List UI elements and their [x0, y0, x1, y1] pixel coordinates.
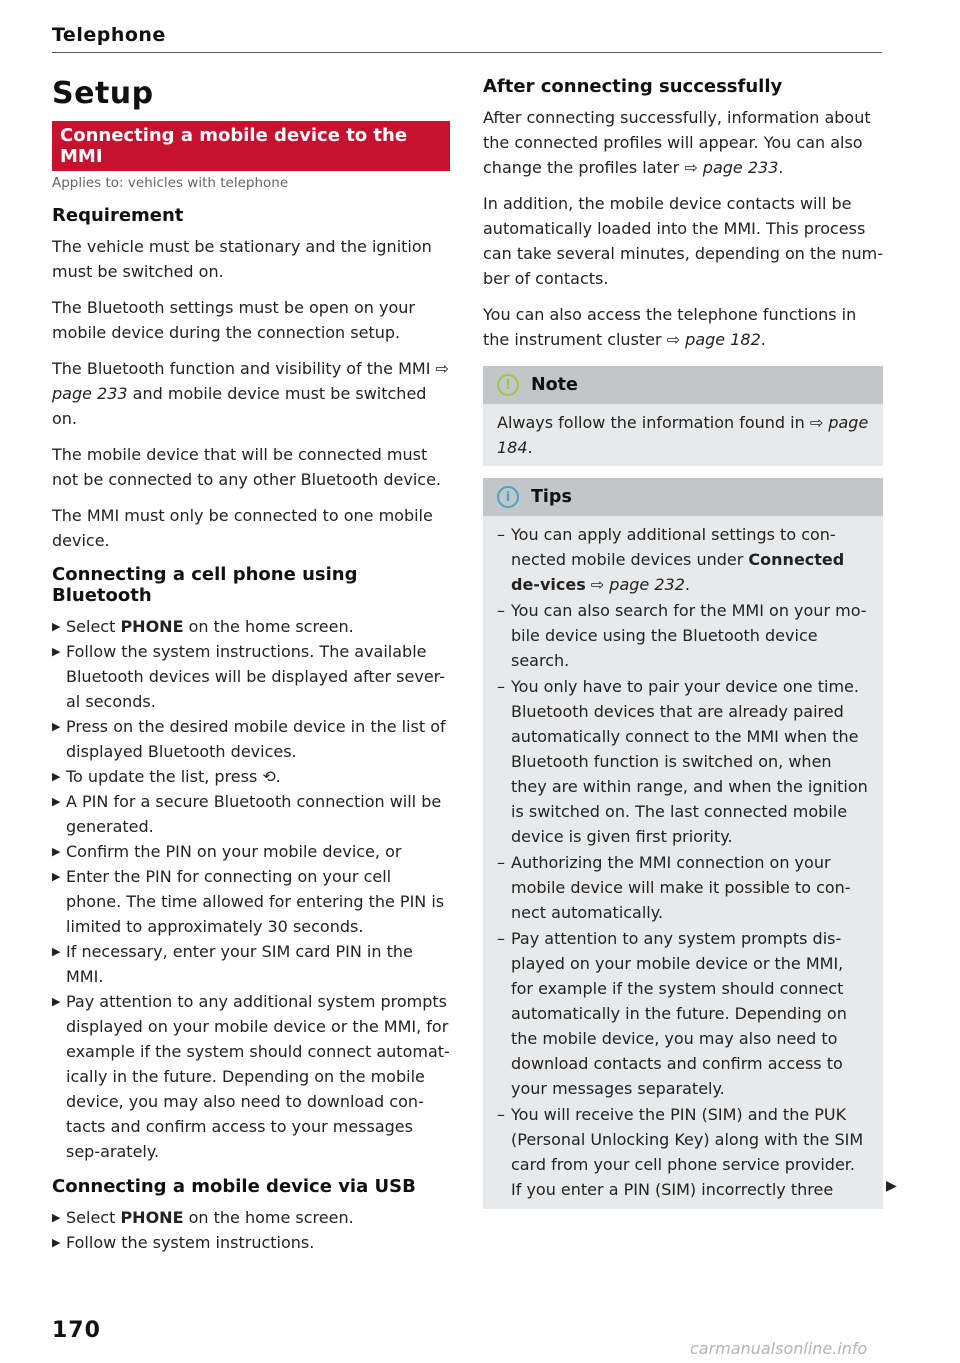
page-link[interactable]: ⇨ page 184 — [497, 413, 869, 457]
section-banner: Connecting a mobile device to the MMI — [52, 121, 450, 171]
bluetooth-heading: Connecting a cell phone using Bluetooth — [52, 564, 358, 606]
page-link[interactable]: ⇨ page 182 — [666, 330, 761, 349]
tips-header — [483, 478, 883, 516]
list-item: ▶ To update the list, press ⟲. — [52, 764, 450, 789]
page-title: Setup — [52, 76, 154, 111]
note-header — [483, 366, 883, 404]
list-item: – Authorizing the MMI connection on your mobile device will make it possible to con-nect automatically. — [497, 850, 869, 925]
usb-steps — [52, 1205, 450, 1255]
list-item: ▶ If necessary, enter your SIM card PIN in the MMI. — [52, 939, 450, 989]
requirement-heading: Requirement — [52, 205, 184, 226]
list-item: ▶ Pay attention to any additional system prompts displayed on your mobile device or the MMI, for example if the system should connect automat-ically in the future. Depending on the mobile device, you may also need to download con-tacts and confirm access to your messages sep-arately. — [52, 989, 450, 1164]
list-item: ▶ Confirm the PIN on your mobile device, or — [52, 839, 450, 864]
usb-heading: Connecting a mobile device via USB — [52, 1176, 416, 1197]
dash-icon: – — [497, 601, 505, 620]
list-item: ▶ A PIN for a secure Bluetooth connection will be generated. — [52, 789, 450, 839]
paragraph: In addition, the mobile device contacts will be automatically loaded into the MMI. This process can take several minutes, depending on the num-ber of contacts. — [483, 194, 883, 288]
list-item: – You will receive the PIN (SIM) and the PUK (Personal Unlocking Key) along with the SIM card from your cell phone service provider. If you enter a PIN (SIM) incorrectly three — [497, 1102, 869, 1202]
paragraph: You can also access the telephone functions in the instrument cluster ⇨ page 182. — [483, 305, 857, 349]
continue-arrow-icon: ▶ — [886, 1178, 897, 1194]
bullet-arrow-icon: ▶ — [52, 645, 61, 658]
page-number: 170 — [52, 1318, 101, 1343]
section-title: Telephone — [52, 24, 166, 46]
list-item: ▶ Select PHONE on the home screen. — [52, 614, 450, 639]
bullet-arrow-icon: ▶ — [52, 720, 61, 733]
bullet-arrow-icon: ▶ — [52, 945, 61, 958]
info-icon: i — [497, 486, 519, 508]
note-label: Note — [531, 375, 578, 395]
running-header — [52, 24, 882, 53]
dash-icon: – — [497, 677, 505, 696]
bullet-arrow-icon: ▶ — [52, 795, 61, 808]
bullet-arrow-icon: ▶ — [52, 620, 61, 633]
list-item: – You only have to pair your device one time. Bluetooth devices that are already paired automatically connect to the MMI when the Bluetooth function is switched on, when they are within range, and when the ignition is switched on. The last connected mobile device is given first priority. — [497, 674, 869, 849]
tips-body — [483, 516, 883, 1209]
list-item: – Pay attention to any system prompts dis-played on your mobile device or the MMI, for example if the system should connect automatically in the future. Depending on the mobile device, you may also need to download contacts and confirm access to your messages separately. — [497, 926, 869, 1101]
dash-icon: – — [497, 525, 505, 544]
right-column — [483, 70, 883, 1209]
dash-icon: – — [497, 929, 505, 948]
paragraph: Always follow the information found in ⇨ page 184. — [497, 413, 869, 457]
paragraph: The Bluetooth settings must be open on your mobile device during the connection setup. — [52, 298, 416, 342]
list-item: ▶ Follow the system instructions. — [52, 1230, 450, 1255]
bullet-arrow-icon: ▶ — [52, 870, 61, 883]
tips-label: Tips — [531, 487, 572, 507]
bluetooth-steps — [52, 614, 450, 1164]
left-column — [52, 70, 450, 1267]
list-item: – You can apply additional settings to con-nected mobile devices under Connected de-vices ⇨ page 232. — [497, 522, 869, 597]
applies-note: Applies to: vehicles with telephone — [52, 175, 289, 191]
bullet-arrow-icon: ▶ — [52, 845, 61, 858]
bullet-arrow-icon: ▶ — [52, 1211, 61, 1224]
paragraph: The Bluetooth function and visibility of the MMI ⇨ page 233 and mobile device must be switched on. — [52, 359, 449, 428]
paragraph: After connecting successfully, information about the connected profiles will appear. You can also change the profiles later ⇨ page 233. — [483, 108, 871, 177]
paragraph: The MMI must only be connected to one mobile device. — [52, 506, 433, 550]
note-body — [483, 404, 883, 466]
page-link[interactable]: ⇨ page 233 — [52, 359, 449, 403]
dash-icon: – — [497, 1105, 505, 1124]
paragraph: The vehicle must be stationary and the ignition must be switched on. — [52, 237, 432, 281]
refresh-icon: ⟲ — [262, 767, 276, 786]
tips-box — [483, 478, 883, 1209]
bullet-arrow-icon: ▶ — [52, 1236, 61, 1249]
list-item: ▶ Enter the PIN for connecting on your cell phone. The time allowed for entering the PIN is limited to approximately 30 seconds. — [52, 864, 450, 939]
dash-icon: – — [497, 853, 505, 872]
list-item: – You can also search for the MMI on your mo-bile device using the Bluetooth device search. — [497, 598, 869, 673]
bullet-arrow-icon: ▶ — [52, 770, 61, 783]
watermark: carmanualsonline.info — [690, 1339, 868, 1358]
paragraph: The mobile device that will be connected must not be connected to any other Bluetooth device. — [52, 445, 441, 489]
list-item: ▶ Follow the system instructions. The available Bluetooth devices will be displayed after sever-al seconds. — [52, 639, 450, 714]
after-connecting-heading: After connecting successfully — [483, 76, 783, 97]
note-box — [483, 366, 883, 466]
tips-list — [497, 522, 869, 1202]
page-link[interactable]: ⇨ page 232 — [585, 575, 685, 594]
list-item: ▶ Select PHONE on the home screen. — [52, 1205, 450, 1230]
exclamation-icon: ! — [497, 374, 519, 396]
page-link[interactable]: ⇨ page 233 — [684, 158, 779, 177]
bullet-arrow-icon: ▶ — [52, 995, 61, 1008]
list-item: ▶ Press on the desired mobile device in the list of displayed Bluetooth devices. — [52, 714, 450, 764]
